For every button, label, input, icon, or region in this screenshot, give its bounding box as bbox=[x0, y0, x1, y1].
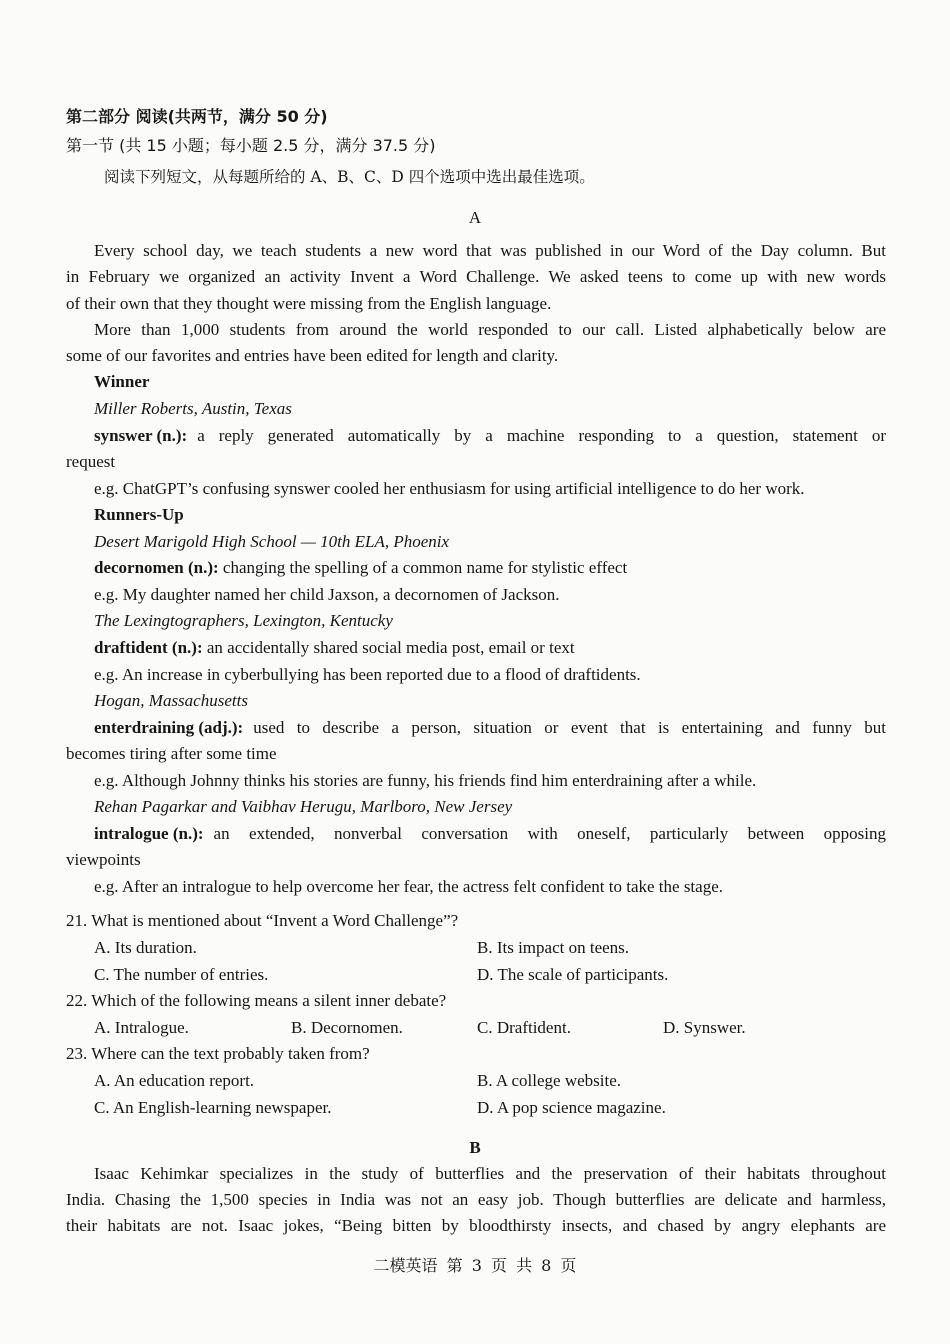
passage-a-letter: A bbox=[468, 208, 482, 227]
entry-definition: an extended, nonverbal conversation with oneself, particularly between opposing bbox=[213, 824, 886, 843]
part-heading: 第二部分 阅读(共两节，满分 50 分) bbox=[66, 107, 328, 126]
winner-heading: Winner bbox=[94, 372, 150, 391]
option-21c[interactable]: C. The number of entries. bbox=[94, 965, 269, 984]
page-footer: 二模英语 第 3 页 共 8 页 bbox=[373, 1256, 577, 1275]
runner-name: Hogan, Massachusetts bbox=[94, 691, 248, 710]
runner-name: Desert Marigold High School — 10th ELA, Phoenix bbox=[94, 532, 450, 551]
passage-a-p2-line1: More than 1,000 students from around the world responded to our call. Listed alphabetically below are bbox=[94, 320, 886, 339]
option-21b[interactable]: B. Its impact on teens. bbox=[477, 938, 630, 957]
option-22b[interactable]: B. Decornomen. bbox=[291, 1018, 403, 1037]
entry-word: enterdraining (adj.): bbox=[94, 718, 244, 737]
option-23b[interactable]: B. A college website. bbox=[477, 1071, 622, 1090]
entry-definition-cont: viewpoints bbox=[66, 850, 141, 869]
entry-definition: an accidentally shared social media post, email or text bbox=[206, 638, 575, 657]
entry-definition: used to describe a person, situation or event that is entertaining and funny but bbox=[253, 718, 886, 737]
question-22: 22. Which of the following means a silent inner debate? bbox=[66, 991, 447, 1010]
passage-b-line3: their habitats are not. Isaac jokes, “Being bitten by bloodthirsty insects, and chased by angry elephants are bbox=[66, 1216, 886, 1235]
option-22d[interactable]: D. Synswer. bbox=[663, 1018, 746, 1037]
entry-definition: changing the spelling of a common name for stylistic effect bbox=[222, 558, 628, 577]
runners-up-heading: Runners-Up bbox=[94, 505, 184, 524]
passage-b-letter: B bbox=[469, 1138, 481, 1157]
passage-a-p1-line1: Every school day, we teach students a new word that was published in our Word of the Day column. But bbox=[94, 241, 886, 260]
entry-enterdraining bbox=[94, 715, 886, 741]
runner-name: The Lexingtographers, Lexington, Kentucky bbox=[94, 611, 393, 630]
entry-definition: a reply generated automatically by a machine responding to a question, statement or bbox=[197, 426, 886, 445]
passage-b-line2: India. Chasing the 1,500 species in India was not an easy job. Though butterflies are delicate and harmless, bbox=[66, 1190, 886, 1209]
option-21a[interactable]: A. Its duration. bbox=[94, 938, 197, 957]
option-23c[interactable]: C. An English-learning newspaper. bbox=[94, 1098, 332, 1117]
option-22c[interactable]: C. Draftident. bbox=[477, 1018, 571, 1037]
entry-example: e.g. Although Johnny thinks his stories are funny, his friends find him enterdraining after a while. bbox=[94, 771, 757, 790]
entry-example: e.g. ChatGPT’s confusing synswer cooled her enthusiasm for using artificial intelligence to do her work. bbox=[94, 479, 805, 498]
entry-word: decornomen (n.): bbox=[94, 558, 219, 577]
question-23: 23. Where can the text probably taken from? bbox=[66, 1044, 370, 1063]
passage-a-p1-line3: of their own that they thought were missing from the English language. bbox=[66, 294, 552, 313]
runner-name: Rehan Pagarkar and Vaibhav Herugu, Marlboro, New Jersey bbox=[94, 797, 513, 816]
entry-word: intralogue (n.): bbox=[94, 824, 204, 843]
passage-a-p2-line2: some of our favorites and entries have been edited for length and clarity. bbox=[66, 346, 559, 365]
entry-draftident bbox=[94, 635, 575, 661]
entry-example: e.g. An increase in cyberbullying has been reported due to a flood of draftidents. bbox=[94, 665, 641, 684]
entry-example: e.g. After an intralogue to help overcome her fear, the actress felt confident to take the stage. bbox=[94, 877, 723, 896]
option-22a[interactable]: A. Intralogue. bbox=[94, 1018, 189, 1037]
entry-definition-cont: request bbox=[66, 452, 116, 471]
section-heading: 第一节 (共 15 小题；每小题 2.5 分，满分 37.5 分) bbox=[66, 136, 436, 155]
entry-word: draftident (n.): bbox=[94, 638, 203, 657]
instruction: 阅读下列短文，从每题所给的 A、B、C、D 四个选项中选出最佳选项。 bbox=[104, 168, 595, 186]
entry-definition-cont: becomes tiring after some time bbox=[66, 744, 277, 763]
winner-name: Miller Roberts, Austin, Texas bbox=[94, 399, 292, 418]
passage-b-line1: Isaac Kehimkar specializes in the study of butterflies and the preservation of their habitats throughout bbox=[94, 1164, 886, 1183]
option-23d[interactable]: D. A pop science magazine. bbox=[477, 1098, 666, 1117]
question-21: 21. What is mentioned about “Invent a Word Challenge”? bbox=[66, 911, 459, 930]
entry-decornomen bbox=[94, 555, 627, 581]
entry-synswer bbox=[94, 423, 886, 449]
passage-a-p1-line2: in February we organized an activity Invent a Word Challenge. We asked teens to come up with new words bbox=[66, 267, 886, 286]
entry-example: e.g. My daughter named her child Jaxson, a decornomen of Jackson. bbox=[94, 585, 560, 604]
entry-word: synswer (n.): bbox=[94, 426, 188, 445]
option-21d[interactable]: D. The scale of participants. bbox=[477, 965, 669, 984]
entry-intralogue bbox=[94, 821, 886, 847]
option-23a[interactable]: A. An education report. bbox=[94, 1071, 255, 1090]
